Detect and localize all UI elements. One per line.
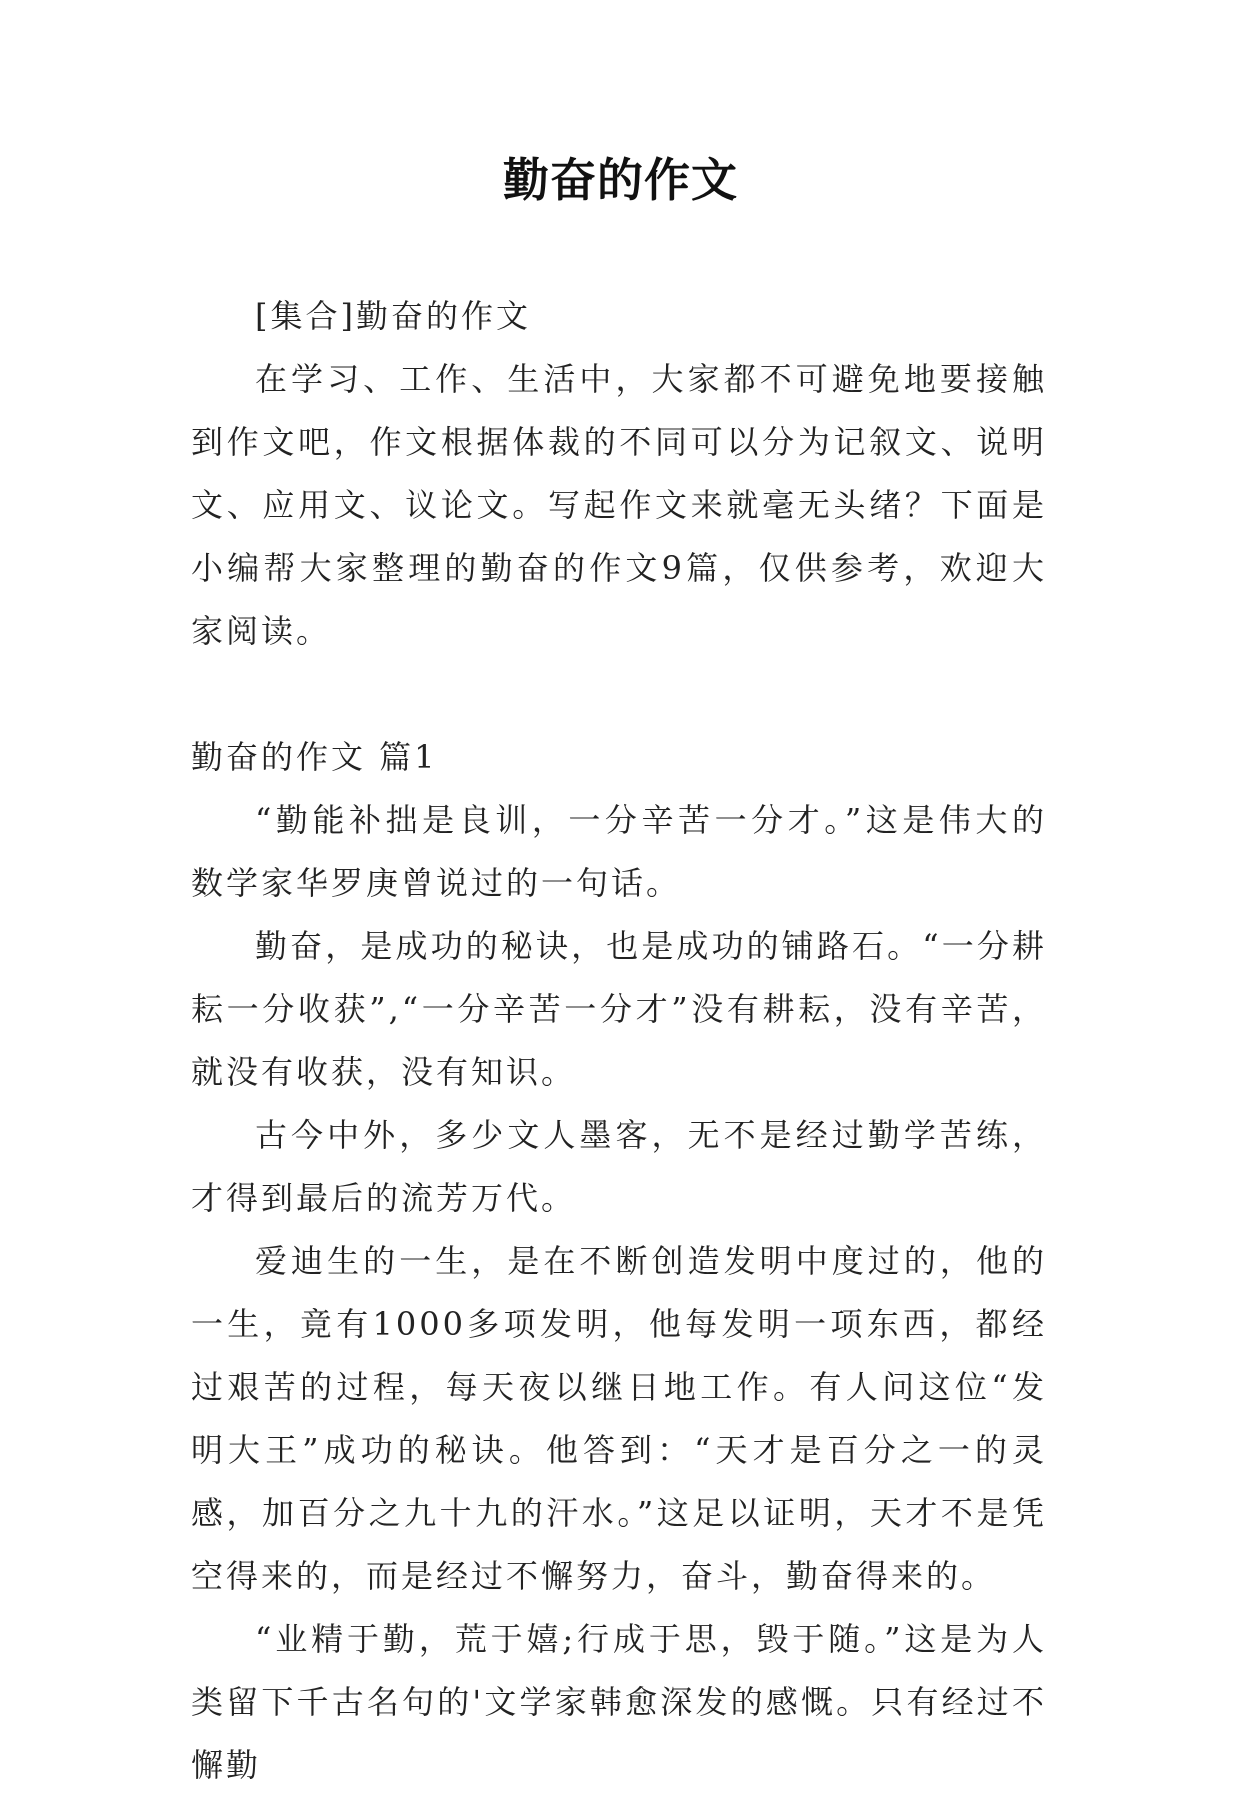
section-spacer — [191, 663, 1047, 726]
section-heading: 勤奋的作文 篇1 — [191, 738, 438, 776]
section-paragraph: 爱迪生的一生，是在不断创造发明中度过的，他的一生，竟有1000多项发明，他每发明一项东西，都经过艰苦的过程，每天夜以继日地工作。有人问这位“发明大王”成功的秘诀。他答到：“天才是百分之一的灵感，加百分之九十九的汗水。”这足以证明，天才不是凭空得来的，而是经过不懈努力，奋斗，勤奋得来的。 — [191, 1242, 1047, 1595]
section-paragraph: “业精于勤，荒于嬉;行成于思，毁于随。”这是为人类留下千古名句的'文学家韩愈深发的感慨。只有经过不懈勤 — [191, 1620, 1047, 1784]
document-body — [191, 285, 1047, 1797]
section-paragraph: “勤能补拙是良训，一分辛苦一分才。”这是伟大的数学家华罗庚曾说过的一句话。 — [191, 801, 1047, 902]
intro-paragraph: 在学习、工作、生活中，大家都不可避免地要接触到作文吧，作文根据体裁的不同可以分为记叙文、说明文、应用文、议论文。写起作文来就毫无头绪？下面是小编帮大家整理的勤奋的作文9篇，仅供参考，欢迎大家阅读。 — [191, 360, 1047, 650]
intro-heading: [集合]勤奋的作文 — [255, 297, 531, 335]
document-title: 勤奋的作文 — [503, 153, 738, 207]
section-paragraph: 勤奋，是成功的秘诀，也是成功的铺路石。“一分耕耘一分收获”,“一分辛苦一分才”没有耕耘，没有辛苦，就没有收获，没有知识。 — [191, 927, 1047, 1091]
section-paragraph: 古今中外，多少文人墨客，无不是经过勤学苦练，才得到最后的流芳万代。 — [191, 1116, 1047, 1217]
